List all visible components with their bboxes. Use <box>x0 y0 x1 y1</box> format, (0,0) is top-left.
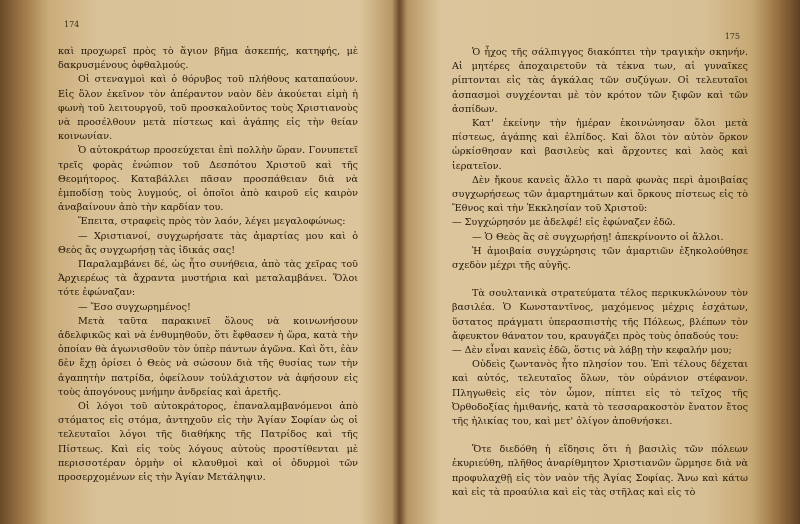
right-page <box>452 0 748 524</box>
paragraph: Ὁ ἦχος τῆς σάλπιγγος διακόπτει τὴν τραγικὴν σκηνήν. Αἱ μητέρες ἀποχαιρετοῦν τὰ τέκνα των, αἱ γυναῖκες ρίπτονται εἰς τὰς ἀγκάλας τῶν συζύγων. Οἱ τελευταῖοι ἀσπασμοὶ συγχέονται μὲ τὸν κρότον τῶν ξιφῶν καὶ τῶν ἀσπίδων. <box>452 47 748 115</box>
paragraph: Ὁ αὐτοκράτωρ προσεύχεται ἐπὶ πολλὴν ὥραν. Γονυπετεῖ τρεῖς φορὰς ἐνώπιον τοῦ Δεσπότου Χριστοῦ καὶ τῆς Θεομήτορος. Καταβάλλει πᾶσαν προσπάθειαν διὰ νὰ ἐμποδίσῃ τοὺς λυγμούς, οἱ ὁποῖοι ἀπὸ καιροῦ εἰς καιρὸν ἀναβαίνουν ἀπὸ τὴν καρδίαν του. <box>58 145 358 214</box>
book-spine <box>392 0 406 524</box>
paragraph: Οὐδεὶς ζωντανὸς ἦτο πλησίον του. Ἐπὶ τέλους δέχεται καὶ αὐτός, τελευταῖος ὅλων, τὸν οὐράνιον στέφανον. Πληγωθεὶς εἰς τὸν ὦμον, πίπτει εἰς τὸ τεῖχος τῆς Ὀρθοδοξίας ἡμιθανής, κατὰ τὸ τεσσαρακοστὸν ἔνατον ἔτος τῆς ἡλικίας του, καὶ μετ' ὀλίγον ἀποθνήσκει. <box>452 359 748 428</box>
paragraph: Ἔπειτα, στραφεὶς πρὸς τὸν λαόν, λέγει μεγαλοφώνως: <box>78 216 346 228</box>
paragraph: Κατ' ἐκείνην τὴν ἡμέραν ἐκοινώνησαν ὅλοι μετὰ πίστεως, ἀγάπης καὶ ἐλπίδος. Καὶ ὅλοι τὸν αὐτὸν ὅρκον ὡρκίσθησαν καὶ βασιλεὺς καὶ ἄρχοντες καὶ λαὸς καὶ ἱερατεῖον. <box>452 118 748 172</box>
paragraph: καὶ προχωρεῖ πρὸς τὸ ἅγιον βῆμα ἀσκεπής, κατηφής, μὲ δακρυσμένους ὀφθαλμούς. <box>58 46 358 72</box>
paragraph: Τὰ σουλτανικὰ στρατεύματα τέλος περικυκλώνουν τὸν βασιλέα. Ὁ Κωνσταντῖνος, μαχόμενος μέχρις ἐσχάτων, ὕστατος πράγματι ὑπερασπιστὴς τῆς Πόλεως, βλέπων τὸν ἄφευκτον θάνατον του, κραυγάζει πρὸς τοὺς ὀπαδούς του: <box>452 288 748 342</box>
paragraph: Παραλαμβάνει δέ, ὡς ἦτο συνήθεια, ἀπὸ τὰς χεῖρας τοῦ Ἀρχιερέως τὰ ἄχραντα μυστήρια καὶ μεταλαμβάνει. Ὅλοι τότε ἐφώναζαν: <box>58 259 358 299</box>
page-text <box>452 46 748 500</box>
paragraph: Οἱ λόγοι τοῦ αὐτοκράτορος, ἐπαναλαμβανόμενοι ἀπὸ στόματος εἰς στόμα, ἀντηχοῦν εἰς τὴν Ἁγίαν Σοφίαν ὡς οἱ τελευταῖοι λόγοι τῆς διαθήκης τῆς Πατρίδος καὶ τῆς Πίστεως. Καὶ εἰς τοὺς λόγους αὐτοὺς προστίθενται μὲ περισσοτέραν ὁρμὴν οἱ κλαυθμοὶ καὶ οἱ ὀδυρμοὶ τῶν προσερχομένων εἰς τὴν Ἁγίαν Μετάληψιν. <box>58 401 358 484</box>
paragraph: Μετὰ ταῦτα παρακινεῖ ὅλους νὰ κοινωνήσουν ἀδελφικῶς καὶ νὰ ἐνθυμηθοῦν, ὅτι ἔφθασεν ἡ ὥρα, κατὰ τὴν ὁποίαν θὰ ἀγωνισθοῦν τὸν ὑπὲρ πάντων ἀγῶνα. Καὶ ὅτι, ἐὰν δὲν ἔχῃ ὁρίσει ὁ Θεὸς νὰ σώσουν διὰ τῆς θυσίας των τὴν ἀγαπητὴν πατρίδα, ὀφείλουν τοὐλάχιστον νὰ ἀφήσουν εἰς τοὺς ἀπογόνους μνήμην ἀνδρείας καὶ ἀρετῆς. <box>58 315 358 398</box>
paragraph: Ὅτε διεδόθη ἡ εἴδησις ὅτι ἡ βασιλὶς τῶν πόλεων ἐκυριεύθη, πλῆθος ἀναρίθμητον Χριστιανῶν ὥρμησε διὰ νὰ προφυλαχθῇ εἰς τὸν ναὸν τῆς Ἁγίας Σοφίας. Ἄνω καὶ κάτω καὶ εἰς τὰ προαύλια καὶ εἰς τὰς στῆλας καὶ εἰς τὸ <box>452 444 748 498</box>
dialogue-line: — Συγχώρησόν με ἀδελφέ! εἰς ἐφώναζεν ἐδῶ. <box>452 217 676 229</box>
dialogue-line: — Δὲν εἶναι κανεὶς ἐδῶ, ὅστις νὰ λάβῃ τὴν κεφαλήν μου; <box>452 345 732 357</box>
dialogue-line: — Χριστιανοί, συγχωρήσατε τὰς ἁμαρτίας μου καὶ ὁ Θεὸς ἂς συγχωρήσῃ τὰς ἰδικάς σας! <box>58 230 358 256</box>
dialogue-line: — Ὁ Θεὸς ἂς σὲ συγχωρήσῃ! ἀπεκρίνοντο οἱ ἄλλοι. <box>472 231 724 243</box>
paragraph: Ἡ ἀμοιβαία συγχώρησις τῶν ἁμαρτιῶν ἐξηκολούθησε σχεδὸν μέχρι τῆς αὐγῆς. <box>452 245 748 272</box>
paragraph: Οἱ στεναγμοὶ καὶ ὁ θόρυβος τοῦ πλήθους καταπαύουν. Εἰς ὅλον ἐκεῖνον τὸν ἀπέραντον ναὸν δὲν ἀκούεται εἰμὴ ἡ φωνὴ τοῦ λειτουργοῦ, τοῦ προσκαλοῦντος τοὺς Χριστιανοὺς νὰ προσέλθουν μετὰ πίστεως καὶ ἀγάπης εἰς τὴν θείαν κοινωνίαν. <box>58 74 358 143</box>
paragraph: Δὲν ἤκουε κανεὶς ἄλλο τι παρὰ φωνὰς περὶ ἀμοιβαίας συγχωρήσεως τῶν ἁμαρτημάτων καὶ ὅρκους πίστεως εἰς τὸ Ἔθνος καὶ τὴν Ἐκκλησίαν τοῦ Χριστοῦ: <box>452 174 748 215</box>
page-number: 175 <box>724 32 740 41</box>
left-page <box>58 0 358 524</box>
dialogue-line: — Ἔσο συγχωρημένος! <box>78 301 191 313</box>
page-text <box>58 45 358 485</box>
page-number: 174 <box>64 20 80 29</box>
